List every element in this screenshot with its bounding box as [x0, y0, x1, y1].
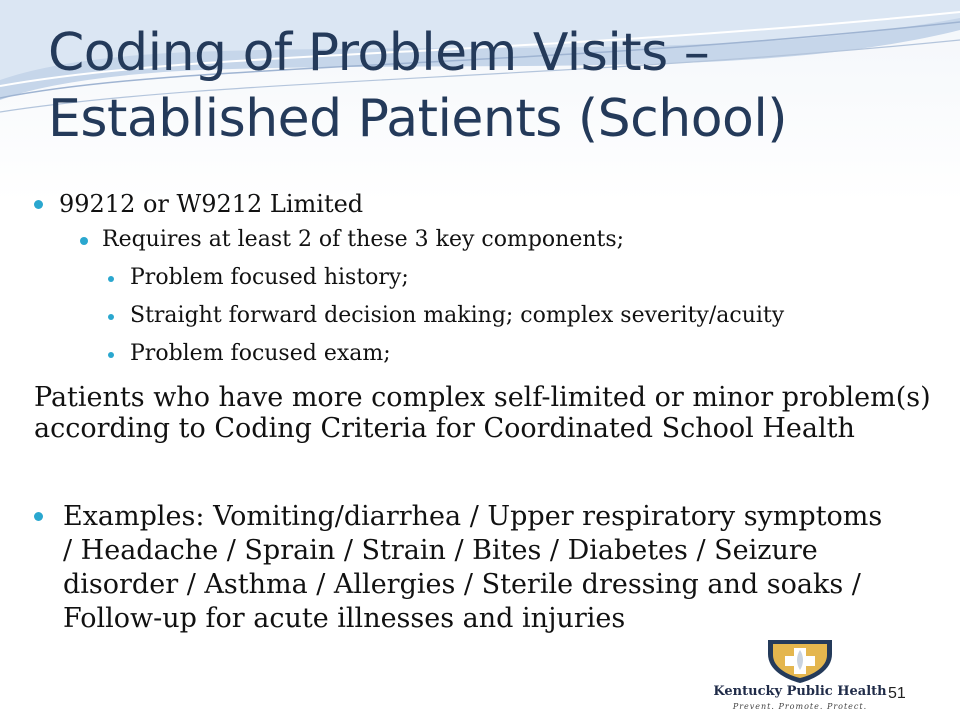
examples-text: Examples: Vomiting/diarrhea / Upper respiratory symptoms / Headache / Sprain / Strain / Bites / Diabetes / Seizure disorder / Asthma / Allergies / Sterile dressing and soaks / Follow-up for acute illnesses and injuries	[63, 501, 883, 634]
bullet-text: Straight forward decision making; complex severity/acuity	[130, 303, 785, 328]
shield-icon	[765, 636, 835, 684]
slide-title: Coding of Problem Visits – Established Patients (School)	[48, 23, 788, 149]
bullet-level1	[34, 190, 363, 218]
bullet-level3	[108, 265, 409, 290]
examples-bullet	[34, 500, 894, 636]
page-number: 51	[888, 685, 906, 702]
criteria-paragraph: Patients who have more complex self-limited or minor problem(s) according to Coding Criteria for Coordinated School Health	[34, 382, 931, 444]
kentucky-public-health-logo	[700, 636, 900, 716]
bullet-text: Problem focused history;	[130, 265, 409, 290]
bullet-dot-icon	[34, 200, 43, 209]
bullet-text: Problem focused exam;	[130, 341, 391, 366]
bullet-dot-icon	[34, 512, 43, 521]
bullet-level2	[80, 227, 624, 252]
logo-tagline: Prevent. Promote. Protect.	[732, 702, 868, 711]
bullet-dot-icon	[108, 276, 114, 282]
logo-name: Kentucky Public Health	[713, 684, 887, 699]
bullet-dot-icon	[108, 352, 114, 358]
bullet-text: 99212 or W9212 Limited	[59, 190, 364, 218]
bullet-dot-icon	[108, 314, 114, 320]
bullet-level3	[108, 341, 391, 366]
bullet-dot-icon	[80, 237, 88, 245]
bullet-text: Requires at least 2 of these 3 key components;	[102, 227, 625, 252]
bullet-level3	[108, 303, 784, 328]
